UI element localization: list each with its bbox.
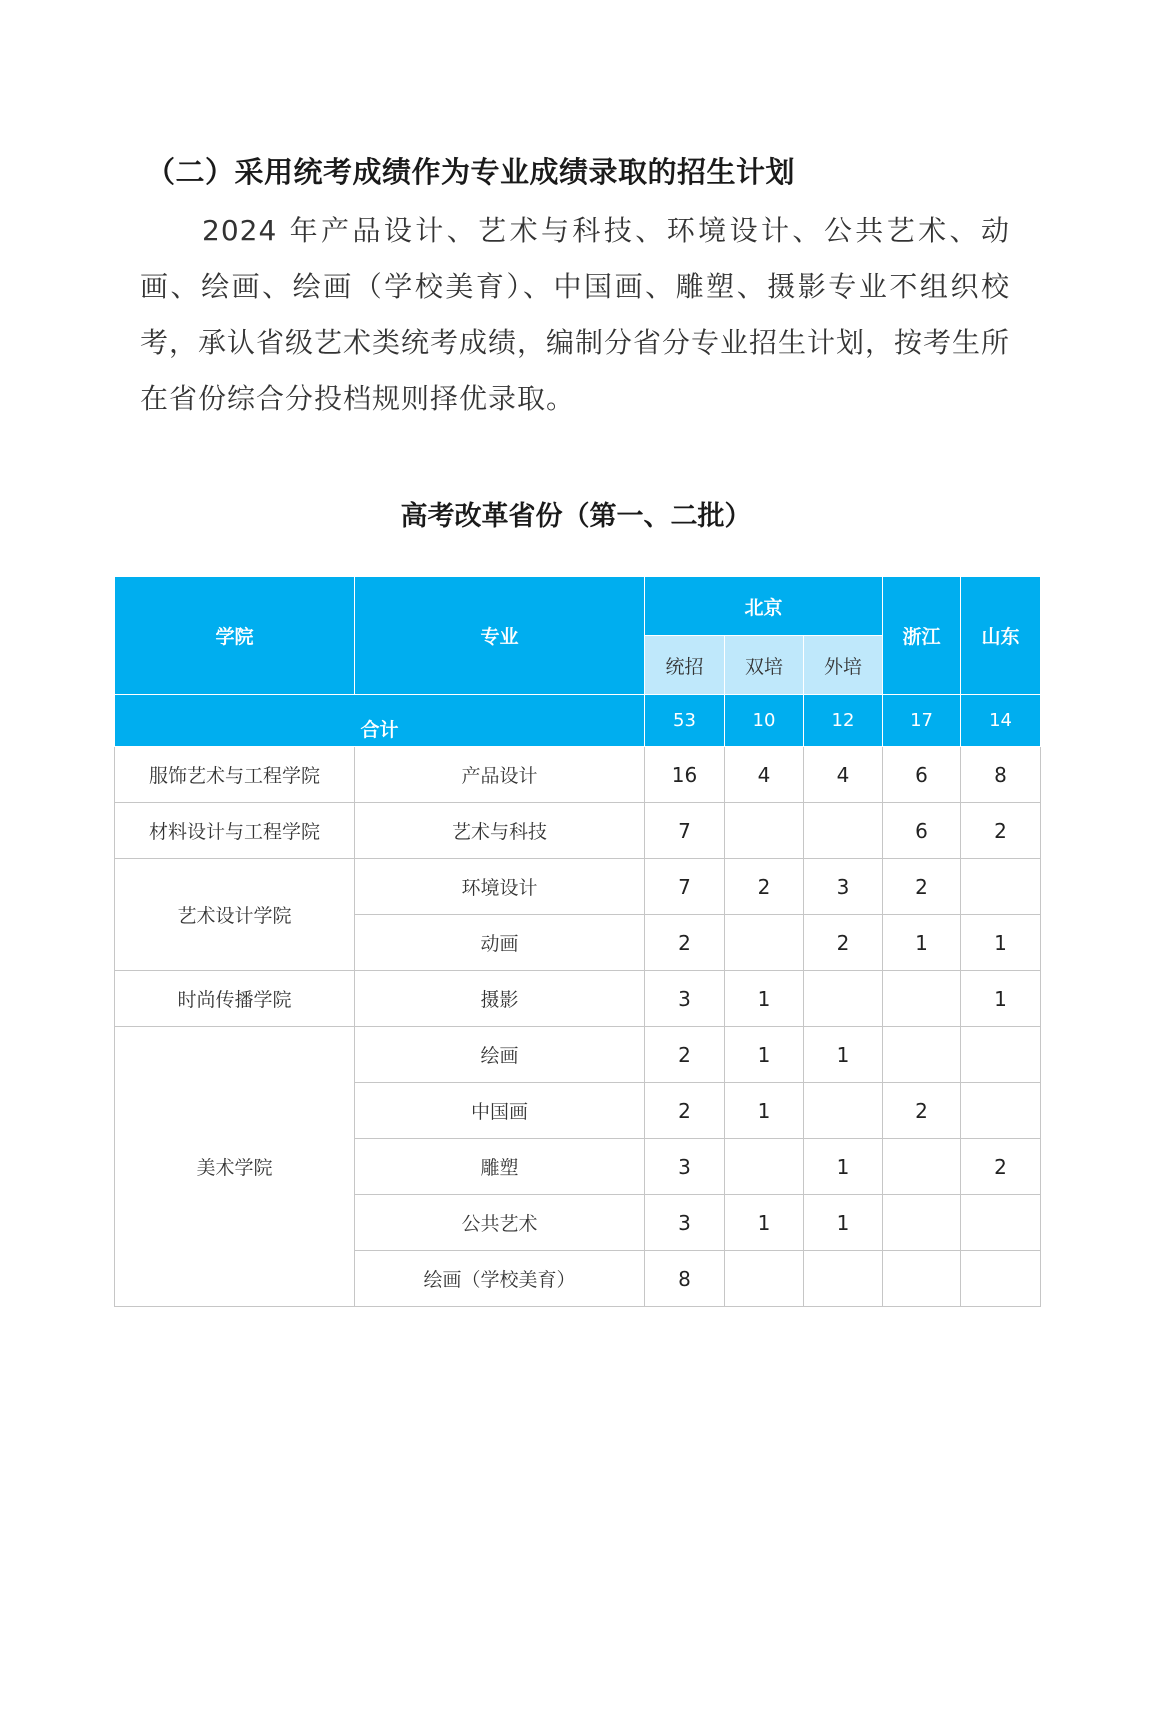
major-cell: 绘画（学校美育）: [355, 1251, 645, 1307]
quota-cell: 7: [645, 859, 725, 915]
quota-cell: [961, 1251, 1041, 1307]
header-zhejiang: 浙江: [883, 577, 961, 695]
quota-cell: 1: [804, 1027, 883, 1083]
header-beijing-shuangpei: 双培: [725, 636, 804, 695]
quota-cell: [725, 803, 804, 859]
quota-cell: 8: [645, 1251, 725, 1307]
total-value: 14: [961, 695, 1041, 747]
total-value: 10: [725, 695, 804, 747]
major-cell: 摄影: [355, 971, 645, 1027]
section-paragraph: 2024 年产品设计、艺术与科技、环境设计、公共艺术、动画、绘画、绘画（学校美育）、中国画、雕塑、摄影专业不组织校考，承认省级艺术类统考成绩，编制分省分专业招生计划，按考生所在省份综合分投档规则择优录取。: [140, 214, 1011, 415]
quota-cell: [883, 1139, 961, 1195]
quota-cell: [961, 859, 1041, 915]
enrollment-plan-table: [114, 576, 1041, 1307]
quota-cell: 2: [961, 803, 1041, 859]
college-cell: 材料设计与工程学院: [115, 803, 355, 859]
header-beijing-waipei: 外培: [804, 636, 883, 695]
major-cell: 环境设计: [355, 859, 645, 915]
quota-cell: [961, 1027, 1041, 1083]
total-label: 合计: [115, 695, 645, 747]
quota-cell: [961, 1083, 1041, 1139]
quota-cell: [804, 1083, 883, 1139]
quota-cell: [883, 1027, 961, 1083]
major-cell: 动画: [355, 915, 645, 971]
major-cell: 公共艺术: [355, 1195, 645, 1251]
quota-cell: 16: [645, 747, 725, 803]
quota-cell: 1: [725, 1027, 804, 1083]
quota-cell: 8: [961, 747, 1041, 803]
total-row: [115, 695, 1041, 747]
quota-cell: 2: [961, 1139, 1041, 1195]
quota-cell: 2: [725, 859, 804, 915]
quota-cell: 6: [883, 803, 961, 859]
quota-cell: [883, 1195, 961, 1251]
college-cell: 艺术设计学院: [115, 859, 355, 971]
quota-cell: [804, 1251, 883, 1307]
quota-cell: [804, 803, 883, 859]
quota-cell: 1: [961, 971, 1041, 1027]
header-shandong: 山东: [961, 577, 1041, 695]
college-cell: 服饰艺术与工程学院: [115, 747, 355, 803]
quota-cell: 1: [804, 1139, 883, 1195]
total-value: 17: [883, 695, 961, 747]
total-value: 53: [645, 695, 725, 747]
quota-cell: 3: [645, 1139, 725, 1195]
quota-cell: 6: [883, 747, 961, 803]
table-row: [115, 803, 1041, 859]
quota-cell: 2: [645, 1083, 725, 1139]
quota-cell: 2: [883, 859, 961, 915]
major-cell: 艺术与科技: [355, 803, 645, 859]
quota-cell: [725, 915, 804, 971]
quota-cell: 2: [883, 1083, 961, 1139]
major-cell: 产品设计: [355, 747, 645, 803]
header-beijing-tongzhao: 统招: [645, 636, 725, 695]
header-beijing: 北京: [645, 577, 883, 636]
quota-cell: [883, 971, 961, 1027]
quota-cell: 1: [961, 915, 1041, 971]
quota-cell: [883, 1251, 961, 1307]
quota-cell: 2: [645, 1027, 725, 1083]
header-college: 学院: [115, 577, 355, 695]
quota-cell: [725, 1139, 804, 1195]
quota-cell: 2: [804, 915, 883, 971]
table-row: [115, 859, 1041, 915]
quota-cell: 1: [725, 1083, 804, 1139]
section-heading: （二）采用统考成绩作为专业成绩录取的招生计划: [146, 155, 796, 189]
quota-cell: 1: [883, 915, 961, 971]
major-cell: 绘画: [355, 1027, 645, 1083]
quota-cell: 4: [725, 747, 804, 803]
major-cell: 雕塑: [355, 1139, 645, 1195]
table-title: 高考改革省份（第一、二批）: [400, 501, 752, 532]
quota-cell: 1: [804, 1195, 883, 1251]
header-major: 专业: [355, 577, 645, 695]
college-cell: 美术学院: [115, 1027, 355, 1307]
quota-cell: 3: [645, 971, 725, 1027]
table-row: [115, 1027, 1041, 1083]
quota-cell: 3: [645, 1195, 725, 1251]
quota-cell: 2: [645, 915, 725, 971]
quota-cell: 1: [725, 1195, 804, 1251]
table-row: [115, 747, 1041, 803]
quota-cell: [961, 1195, 1041, 1251]
quota-cell: 7: [645, 803, 725, 859]
quota-cell: [725, 1251, 804, 1307]
quota-cell: 3: [804, 859, 883, 915]
quota-cell: [804, 971, 883, 1027]
college-cell: 时尚传播学院: [115, 971, 355, 1027]
quota-cell: 1: [725, 971, 804, 1027]
table-row: [115, 971, 1041, 1027]
major-cell: 中国画: [355, 1083, 645, 1139]
total-value: 12: [804, 695, 883, 747]
quota-cell: 4: [804, 747, 883, 803]
